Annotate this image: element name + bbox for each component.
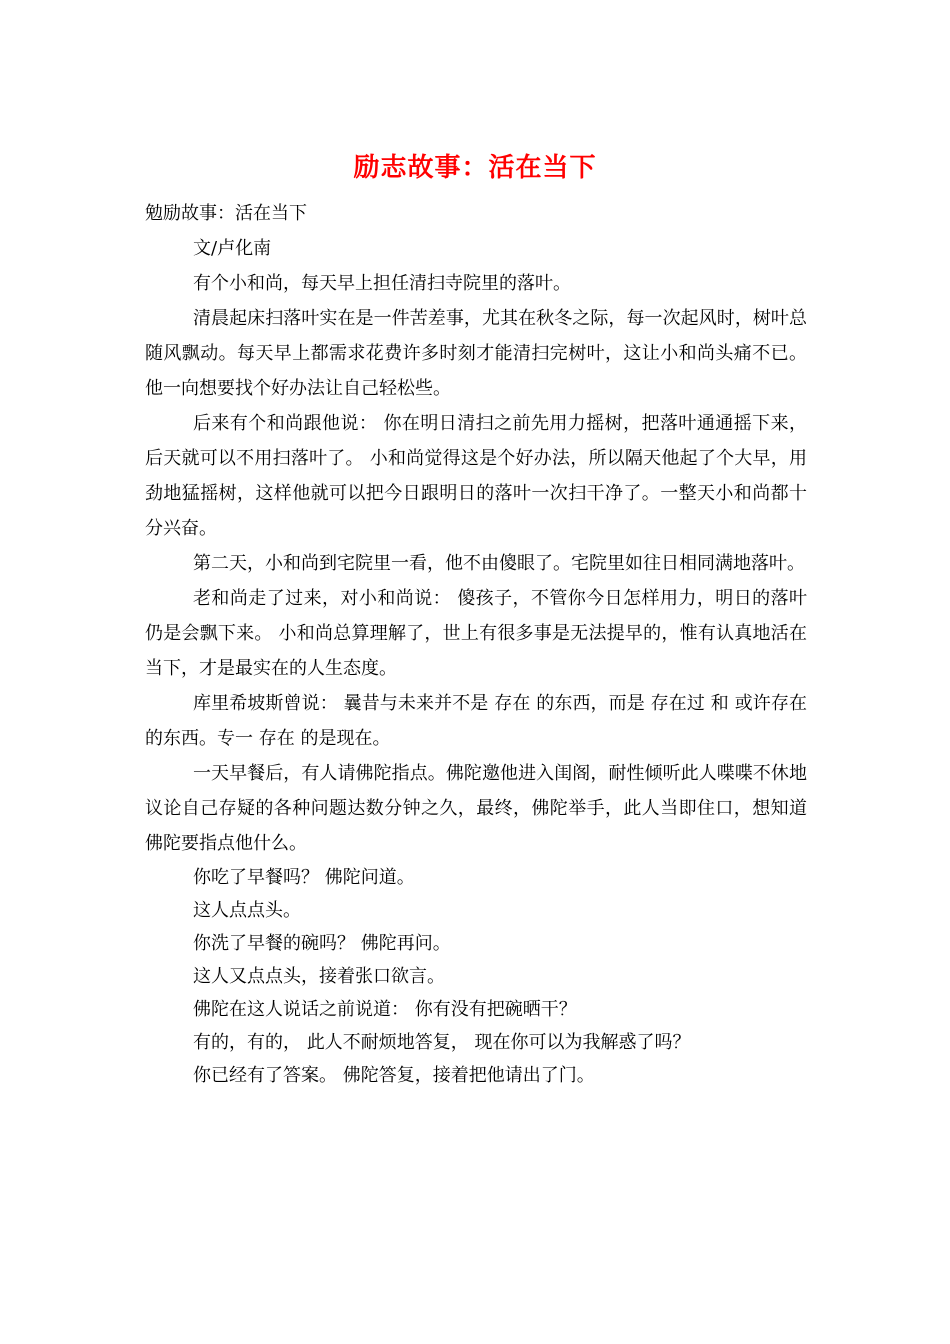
paragraph: 库里希坡斯曾说： 曩昔与未来并不是 存在 的东西，而是 存在过 和 或许存在 的东西。专一 存在 的是现在。 xyxy=(145,693,807,749)
paragraph: 有个小和尚，每天早上担任清扫寺院里的落叶。 xyxy=(193,273,571,294)
dialog-line: 这人点点头。 xyxy=(193,900,301,921)
dialog-line: 你吃了早餐吗？ 佛陀问道。 xyxy=(193,867,415,888)
paragraph: 后来有个和尚跟他说： 你在明日清扫之前先用力摇树，把落叶通通摇下来，后天就可以不用扫落叶了。 小和尚觉得这是个好办法，所以隔天他起了个大早，用劲地猛摇树，这样他就可以把今日跟明日的落叶一次扫干净了。一整天小和尚都十分兴奋。 xyxy=(145,413,807,539)
dialog-line: 这人又点点头，接着张口欲言。 xyxy=(193,966,445,987)
dialog-line: 有的，有的， 此人不耐烦地答复， 现在你可以为我解惑了吗？ xyxy=(193,1032,691,1053)
document-title: 励志故事：活在当下 xyxy=(353,153,597,183)
document-body xyxy=(145,196,807,1092)
document-subtitle: 勉励故事：活在当下 xyxy=(145,203,307,224)
dialog-line: 你已经有了答案。 佛陀答复，接着把他请出了门。 xyxy=(193,1065,595,1086)
author-line: 文/卢化南 xyxy=(193,238,272,259)
paragraph: 清晨起床扫落叶实在是一件苦差事，尤其在秋冬之际，每一次起风时，树叶总随风飘动。每天早上都需求花费许多时刻才能清扫完树叶，这让小和尚头痛不已。他一向想要找个好办法让自己轻松些。 xyxy=(145,308,807,399)
dialog-line: 佛陀在这人说话之前说道： 你有没有把碗晒干？ xyxy=(193,999,577,1020)
paragraph: 一天早餐后，有人请佛陀指点。佛陀邀他进入闺阁，耐性倾听此人喋喋不休地议论自己存疑的各种问题达数分钟之久，最终，佛陀举手，此人当即住口，想知道佛陀要指点他什么。 xyxy=(145,763,807,854)
paragraph: 第二天，小和尚到宅院里一看，他不由傻眼了。宅院里如往日相同满地落叶。 xyxy=(193,553,805,574)
dialog-line: 你洗了早餐的碗吗？ 佛陀再问。 xyxy=(193,933,451,954)
paragraph: 老和尚走了过来，对小和尚说： 傻孩子，不管你今日怎样用力，明日的落叶仍是会飘下来。 小和尚总算理解了，世上有很多事是无法提早的，惟有认真地活在当下，才是最实在的人生态度。 xyxy=(145,588,807,679)
